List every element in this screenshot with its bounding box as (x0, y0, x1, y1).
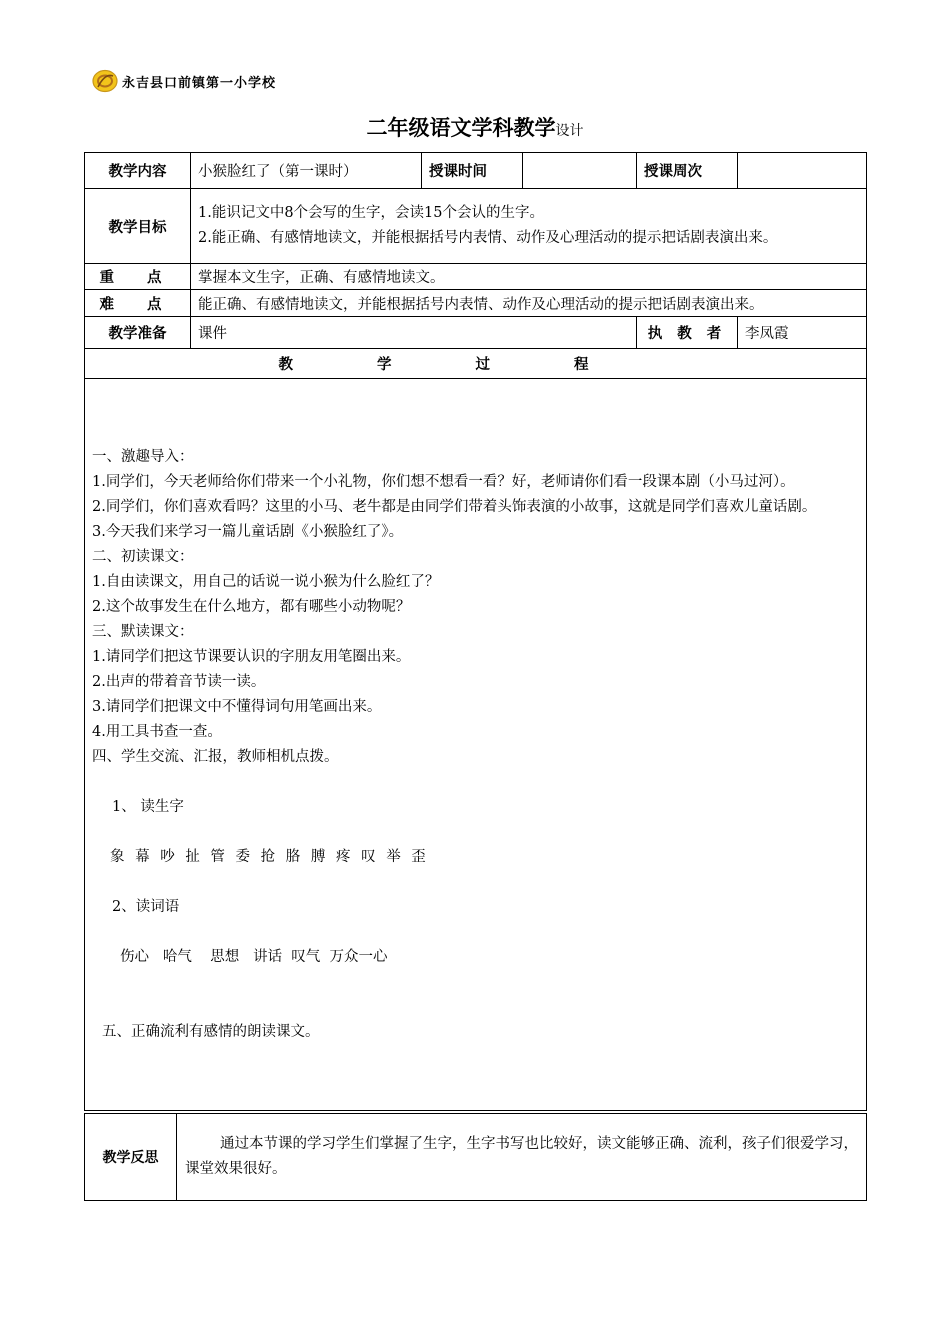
difficult-row (85, 290, 867, 317)
process-line: 2.这个故事发生在什么地方，都有哪些小动物呢？ (92, 598, 411, 615)
reflection-row (85, 1114, 867, 1201)
key-value: 掌握本文生字，正确、有感情地读文。 (191, 264, 867, 290)
process-line: 四、学生交流、汇报，教师相机点拨。 (92, 748, 339, 765)
difficult-label: 难 点 (85, 290, 191, 317)
process-line: 3.请同学们把课文中不懂得词句用笔画出来。 (92, 698, 382, 715)
process-line: 1.请同学们把这节课要认识的字朋友用笔圈出来。 (92, 648, 411, 665)
goal-item: 1.能识记文中8个会写的生字，会读15个会认的生字。 (198, 205, 545, 221)
process-line: 4.用工具书查一查。 (92, 723, 222, 740)
process-header-row (85, 349, 867, 379)
goal-value (191, 189, 867, 264)
difficult-value: 能正确、有感情地读文，并能根据括号内表情、动作及心理活动的提示把话剧表演出来。 (191, 290, 867, 317)
section-five: 五、正确流利有感情的朗读课文。 (102, 1023, 320, 1040)
teacher-label: 执 教 者 (637, 317, 738, 349)
process-line: 一、激趣导入： (92, 448, 194, 465)
prep-value: 课件 (191, 317, 637, 349)
title-main: 二年级语文学科教学 (366, 116, 556, 140)
process-line: 2.出声的带着音节读一读。 (92, 673, 266, 690)
page-title (0, 112, 950, 142)
goal-row (85, 189, 867, 264)
week-value (738, 153, 867, 189)
key-row (85, 264, 867, 290)
process-line: 1.自由读课文，用自己的话说一说小猴为什么脸红了？ (92, 573, 440, 590)
process-body (85, 379, 867, 1111)
character-list: 象 幕 吵 扯 管 委 抢 胳 膊 疼 叹 举 歪 (110, 848, 426, 865)
goal-item: 2.能正确、有感情地读文，并能根据括号内表情、动作及心理活动的提示把话剧表演出来。 (198, 230, 778, 246)
week-label: 授课周次 (637, 153, 738, 189)
school-name: 永吉县口前镇第一小学校 (122, 75, 277, 91)
content-row (85, 153, 867, 189)
document-header (92, 66, 276, 96)
process-label: 教学过程 (85, 349, 867, 379)
content-value: 小猴脸红了（第一课时） (191, 153, 422, 189)
sub-heading-characters: 1、 读生字 (112, 798, 184, 815)
reflection-table (84, 1113, 867, 1201)
time-value (523, 153, 637, 189)
process-line: 三、默读课文： (92, 623, 194, 640)
lesson-plan-table (84, 152, 867, 1111)
school-logo-icon (92, 69, 118, 93)
teacher-value: 李凤霞 (738, 317, 867, 349)
process-line: 3.今天我们来学习一篇儿童话剧《小猴脸红了》。 (92, 523, 404, 540)
prep-row (85, 317, 867, 349)
goal-label: 教学目标 (85, 189, 191, 264)
process-body-row (85, 379, 867, 1111)
process-line: 1.同学们，今天老师给你们带来一个小礼物，你们想不想看一看？好，老师请你们看一段课本剧（小马过河）。 (92, 473, 795, 490)
sub-heading-words: 2、读词语 (112, 898, 180, 915)
time-label: 授课时间 (422, 153, 523, 189)
process-line: 二、初读课文： (92, 548, 194, 565)
word-list: 伤心 哈气 思想 讲话 叹气 万众一心 (120, 948, 388, 965)
reflection-label: 教学反思 (85, 1114, 177, 1201)
content-label: 教学内容 (85, 153, 191, 189)
title-suffix: 设计 (555, 123, 584, 139)
reflection-text: 通过本节课的学习学生们掌握了生字，生字书写也比较好，读文能够正确、流利，孩子们很爱学习，课堂效果很好。 (177, 1114, 867, 1201)
key-label: 重 点 (85, 264, 191, 290)
process-line: 2.同学们，你们喜欢看吗？这里的小马、老牛都是由同学们带着头饰表演的小故事，这就是同学们喜欢儿童话剧。 (92, 498, 817, 515)
prep-label: 教学准备 (85, 317, 191, 349)
